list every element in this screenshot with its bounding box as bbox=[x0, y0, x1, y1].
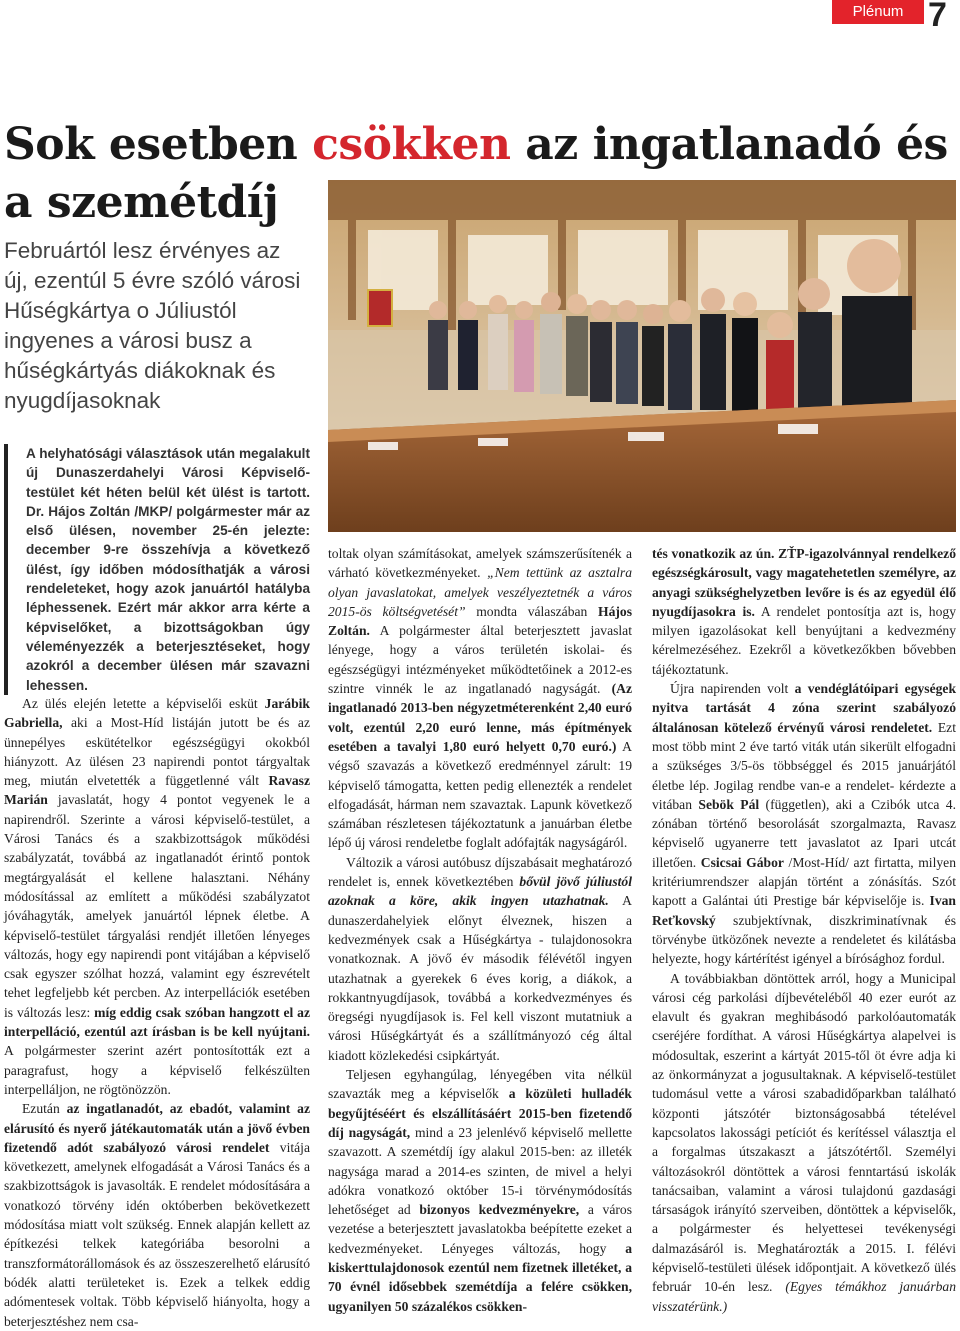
text-run: A rendelet pontosítja azt is, hogy milyen igazolásokat kell benyújtani a kedvezmény kérelmezéséhez. Ezekről a következőkben bővebben tájékoztatunk. bbox=[652, 603, 956, 677]
text-run: Változik a városi autóbusz díjszabásait meghatározó rendelet is, ennek következtében bbox=[328, 854, 632, 890]
text-run: (Az ingatlanadó 2013-ben négyzetméterenként 2,40 euró volt, ezentúl 2,20 euró lenne, más építmények esetében a tavalyi 1,80 euró helyett 0,70 euró.) bbox=[328, 681, 632, 754]
text-run: tés vonatkozik az ún. ZŤP-igazolvánnyal rendelkező egészségkárosult, vagy magatehetetlen személyre, az anyagi szükséghelyzetben levőre is és az egyedül élő nyugdíjasokra is. bbox=[652, 546, 956, 619]
subtitle bbox=[4, 236, 310, 416]
subtitle-line-1: Februártól lesz érvényes az új, ezentúl 5 évre szóló városi Hűségkártya bbox=[4, 238, 301, 323]
text-run: a kiskerttulajdonosok ezentúl nem fizetnek illetéket, a 70 évnél idősebbek szemétdíja a felére csökken, ugyanilyen 50 százalékos csökken- bbox=[328, 1240, 632, 1314]
text-run: Újra napirenden volt bbox=[670, 681, 795, 697]
text-run: /Most-Híd/ azt firtatta, milyen kritériumrendszer alapján történt a zónásítás. Szót kapott a Galántai úti Prestige bár képviselője is. bbox=[652, 854, 956, 909]
text-run: A polgármester által beterjesztett javaslat lényege, hogy a város területén iskolai- és egészségügyi intézményeket működtetőinek a 2012-es szintre vinnék le az ingatlanadó nagyságát. bbox=[328, 623, 632, 697]
text-run: vitája következett, amelynek elfogadását a Városi Tanács és a szakbizottságok is javasolták. E rendelet módosítására a vonatkozó törvény idén októberben bekövetkezett módosítása miatt volt szükség. Ennek alapján kellett az építkezési telkek kategóriába besorolni a transzformátorállomások és az összeszerelhető elárusító bódék alatti területeket is. Ezek a telkek eddig adómentesek voltak. Több képviselő hiányolta, hogy a beterjesztéshez nem csa- bbox=[4, 1139, 310, 1329]
text-run: mondta válaszában bbox=[465, 603, 599, 619]
council-meeting-photo bbox=[328, 180, 956, 532]
photo-illustration bbox=[328, 180, 956, 532]
body-paragraph bbox=[652, 544, 956, 679]
text-run: bizonyos kedvezményekre, bbox=[419, 1202, 580, 1218]
text-run: Az ülés elején letette a képviselői esküt bbox=[22, 696, 265, 711]
page-number: 7 bbox=[928, 0, 947, 34]
text-run: a város vezetése a beterjesztett javaslatokba beépítette ezeket a kedvezményeket. Lényeges változás, hogy bbox=[328, 1202, 632, 1256]
text-run: Csicsai Gábor bbox=[700, 854, 784, 870]
body-paragraph bbox=[328, 544, 632, 853]
text-run: (Egyes témákhoz januárban visszatérünk.) bbox=[652, 1279, 956, 1314]
text-run: bővül jövő júliustól azoknak a köre, akik ingyen utazhatnak. bbox=[328, 874, 632, 909]
text-run: Sebök Pál bbox=[698, 796, 760, 812]
body-paragraph bbox=[652, 969, 956, 1316]
text-run: A végső szavazás a következő eredménnyel zárult: 19 képviselő támogatta, ketten pedig ellenezték a rendelet elfogadását, hárman nem szavaztak. Lapunk következő számában részletesen tájékoztatunk a januárban életbe lépő új városi rendeletbe foglalt adófajták nagyságáról. bbox=[328, 738, 632, 851]
body-paragraph bbox=[328, 853, 632, 1065]
text-run: A dunaszerdahelyiek előnyt élveznek, hiszen a kedvezmények csak a Hűségkártya - tulajdonosokra vonatkoznak. A jövő év második félévétől ingyen utazhatnak a gyerekek 6 éves korig, a diákok, a rokkantnyugdíjasok, továbbá a korkedvezményes és öregségi nyugdíjasok is. Fel kell viszont mutatniuk a városi Hűségkártyát és a szállítmányozó cég által kiadott közlekedési csipkártyát. bbox=[328, 893, 633, 1063]
text-run: Jarábik Gabriella, bbox=[4, 696, 310, 731]
body-paragraph bbox=[4, 1099, 310, 1331]
text-run: toltak olyan számításokat, amelyek számszerűsítenék a várható következményeket. bbox=[328, 546, 632, 581]
text-run: „Nem tettünk az asztalra olyan javaslatokat, amelyek veszélyeztetnék a város 2015-ös költségvetését” bbox=[328, 565, 632, 619]
text-run: míg eddig csak szóban hangzott el az interpelláció, ezentúl azt írásban is be kell nyújtani. bbox=[4, 1004, 310, 1040]
text-run: szubjektívnak, diszkriminatívnak és törvénybe ütközőnek nevezte a rendeletet és kilátásba helyezte, hogy kártérítést igényel a bírósághoz fordul. bbox=[652, 912, 956, 967]
body-column-3 bbox=[652, 544, 956, 1316]
subtitle-line-2: Júliustól ingyenes a városi busz a hűségkártyás diákoknak és nyugdíjasoknak bbox=[4, 298, 276, 413]
text-run: A továbbiakban döntöttek arról, hogy a Municipal városi cég parkolási díjbevételéből 40 ezer eurót az elavult és gyakran meghibásodó parkolóautomaták cseréjére fordíthat. A városi Hűségkártya alapelvei is módosultak, eszerint a kártyát 2015-től öt évre adja ki az önkormányzat a jogusultaknak. A képviselő-testület tudomásul vette a városi szabadidőparkban található központi játszótér biztonságosabbá tételével kapcsolatos lakossági petíciót és kerítéssel választja el a forgalmas útszakaszt a játszótértől. Személyi változásokról döntöttek a városi fenntartású iskolák tanácsaiban, valamint a városi tulajdonú gazdasági társaságok irányító szerveiben, döntöttek a képviselők, a polgármester és helyettesei tevékenységi dalmazásáról is. Meghatározták a 2015. I. félévi képviselő-testületi ülések időpontjait. A következő ülés február 10-én lesz. bbox=[652, 970, 956, 1295]
text-run: az ingatlanadót, az ebadót, valamint az elárusító és nyerő játékautomaták után a jövő évben fizetendő adót szabályozó városi rendelet bbox=[4, 1101, 311, 1155]
text-run: Hájos Zoltán. bbox=[328, 603, 632, 639]
text-run: Ivan Reťkovský bbox=[652, 893, 956, 928]
body-paragraph bbox=[328, 1065, 632, 1316]
headline-end: az ingatlanadó és a szemétdíj bbox=[4, 119, 948, 228]
subtitle-separator: o bbox=[136, 298, 150, 323]
text-run: (független), aki a Czibók utca 4. zónában történő besorolását szorgalmazta, Ravasz képviselő ugyanerre tett javaslatot az Ipari utcát illetően. bbox=[652, 796, 956, 870]
text-run: Ravasz Marián bbox=[4, 773, 310, 808]
text-run: aki a Most-Híd listáján jutott be és az ünnepélyes eskütételkor egészségügyi okokból hiányzott. Az ülésen 23 napirendi pontot tárgyaltak meg, miután elvetették a függetlenné vált bbox=[4, 715, 310, 789]
body-column-1 bbox=[4, 694, 310, 1331]
headline-highlight: csökken bbox=[312, 119, 511, 170]
text-run: A polgármester szerint azért pontosították ezt a paragrafust, hogy a képviselő felkészülten interpelláljon, ne rögtönözzön. bbox=[4, 1043, 310, 1097]
text-run: javaslatát, hogy 4 pontot vegyenek le a napirendről. Szerinte a városi képviselő-testület, a Városi Tanács és a szakbizottságok működési szabályzatát, továbbá az ingatlanadót érintő pontok megtárgyalását el kellene halasztani. Néhány módosítással az említett a működési szabályzatot jóváhagyták, amelyek januártól lépnek életbe. A képviselő-testület tárgyalási rendjét illetően lényeges változás, hogy egy napirendi pont vitájában a képviselő csak egyszer szólhat hozzá, valamint egy észrevételt tehet legfeljebb két percben. Az interpellációk esetében is változás lesz: bbox=[4, 792, 310, 1020]
text-run: Teljesen egyhangúlag, lényegében vita nélkül szavazták meg a képviselők bbox=[328, 1067, 632, 1102]
section-tag: Plénum bbox=[832, 0, 924, 24]
text-run: mind a 23 jelenlévő képviselő mellette szavazott. A szemétdíj így alakul 2015-ben: az illeték nagysága marad a 2014-es szinten, de mivel a helyi adókra vonatkozó október 15-i törvénymódosítás lehetőséget ad bbox=[328, 1124, 632, 1218]
text-run: a vendéglátóipari egységek nyitva tartását 4 zóna szerint szabályozó általánosan kötelező érvényű városi rendeletet. bbox=[652, 681, 957, 735]
body-paragraph bbox=[652, 679, 956, 968]
text-run: Ezután bbox=[22, 1101, 67, 1117]
body-paragraph bbox=[4, 694, 310, 1099]
headline-start: Sok esetben bbox=[4, 119, 313, 170]
text-run: a közületi hulladék begyűjtéséért és elszállításáért 2015-ben fizetendő díj nagyságát, bbox=[328, 1086, 632, 1140]
lead-paragraph: A helyhatósági választások után megalakult új Dunaszerdahelyi Városi Képviselő-testület két héten belül két ülést is tartott. Dr. Hájos Zoltán /MKP/ polgármester már az első ülésen, november 25-én jelezte: december 9-re összehívja a következő ülést, így időben módosíthatják a városi rendeleteket, hogy azok januártól hatályba léphessenek. Ezért már akkor arra kérte a képviselőket, a bizottságokban úgy véleményezzék a beterjesztéseket, hogy azokról a december ülésen már szavazni lehessen. bbox=[4, 444, 310, 695]
text-run: Ezt most több mint 2 éve tartó viták után sikerült elfogadni a szükséges 3/5-ös többséggel és 2015 januárjától életbe lép. Jogilag rendbe van-e a rendelet- kérdezte a vitában bbox=[652, 719, 956, 812]
body-column-2 bbox=[328, 544, 632, 1316]
